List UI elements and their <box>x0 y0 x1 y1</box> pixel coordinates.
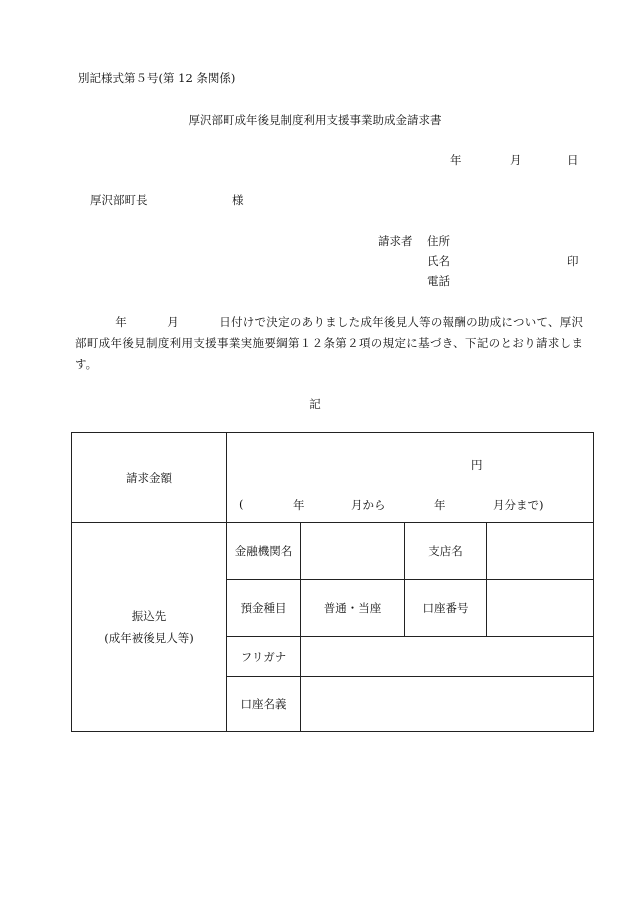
account-number-label: 口座番号 <box>422 601 469 615</box>
branch-name-label: 支店名 <box>428 544 463 558</box>
date-day: 日 <box>567 153 579 167</box>
document-title: 厚沢部町成年後見制度利用支援事業助成金請求書 <box>188 113 442 127</box>
account-number-field[interactable] <box>487 580 594 637</box>
deposit-type-label-cell <box>227 580 301 637</box>
period-year-1: 年 <box>293 498 305 512</box>
amount-cell[interactable] <box>227 433 594 523</box>
branch-name-label-cell <box>405 523 487 580</box>
ki-heading: 記 <box>309 397 321 411</box>
phone-label: 電話 <box>427 274 450 288</box>
body-year: 年 <box>115 315 128 329</box>
request-table <box>71 432 594 732</box>
transfer-label-cell <box>72 523 227 732</box>
account-holder-field[interactable] <box>301 677 594 732</box>
period-year-2: 年 <box>434 498 446 512</box>
yen-label: 円 <box>471 458 483 472</box>
deposit-type-options[interactable] <box>301 580 405 637</box>
account-holder-label: 口座名義 <box>240 697 287 711</box>
seal-mark: 印 <box>567 254 579 268</box>
body-paragraph <box>75 312 583 375</box>
transfer-sub-label: (成年被後見人等) <box>104 631 194 645</box>
transfer-label: 振込先 <box>131 609 167 623</box>
period-month-to: 月分まで) <box>493 498 544 512</box>
requester-label: 請求者 <box>378 234 413 248</box>
furigana-label-cell <box>227 637 301 677</box>
bank-name-field[interactable] <box>301 523 405 580</box>
deposit-type-label: 預金種目 <box>240 601 287 615</box>
account-number-label-cell <box>405 580 487 637</box>
body-sentence: 日付けで決定のありました成年後見人等の報酬の助成について、厚沢部町成年後見制度利用支援事業実施要綱第１２条第２項の規定に基づき、下記のとおり請求します。 <box>75 315 583 371</box>
furigana-label: フリガナ <box>240 649 287 664</box>
deposit-type-options-text: 普通・当座 <box>323 601 382 615</box>
branch-name-field[interactable] <box>487 523 594 580</box>
period-month-from: 月から <box>351 498 386 512</box>
bank-name-label-cell <box>227 523 301 580</box>
body-month: 月 <box>167 315 180 329</box>
furigana-field[interactable] <box>301 637 594 677</box>
period-open: ( <box>239 497 244 511</box>
account-holder-label-cell <box>227 677 301 732</box>
date-month: 月 <box>510 153 522 167</box>
form-number: 別記様式第５号(第 12 条関係) <box>78 71 236 85</box>
addressee-name: 厚沢部町長 <box>90 193 148 207</box>
date-year: 年 <box>450 153 462 167</box>
name-label: 氏名 <box>427 254 450 268</box>
amount-label-cell <box>72 433 227 523</box>
address-label: 住所 <box>427 234 450 248</box>
bank-name-label: 金融機関名 <box>234 544 293 558</box>
amount-label: 請求金額 <box>126 470 172 485</box>
addressee-honorific: 様 <box>232 193 244 207</box>
